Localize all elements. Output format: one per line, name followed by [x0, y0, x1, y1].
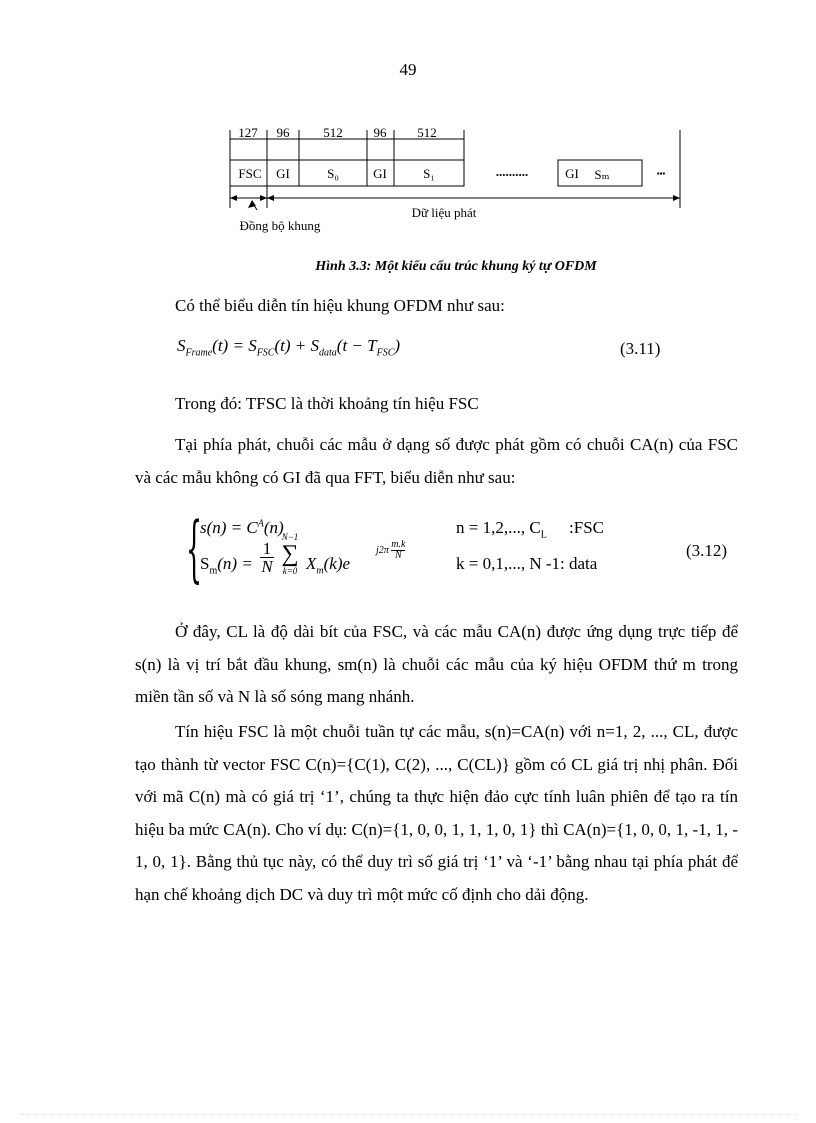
equation-3-12-exponential: $X_m(k)e$	[306, 554, 351, 577]
page-number: 49	[399, 60, 417, 79]
equation-3-12-cond1: n = 1,2,..., $C_L$ :FSC	[456, 518, 605, 541]
gi2-length-label: 96	[373, 126, 387, 140]
equation-3-12-cond2: k = 0,1,..., N -1: data	[456, 554, 598, 573]
fraction: 1 N	[261, 539, 273, 576]
s0-segment: S₀	[327, 166, 339, 181]
equation-3-12	[186, 506, 746, 592]
equation-3-11: $S_{Frame}(t) = S_{FSC}(t) + S_{data}(t - T_{FSC})$	[177, 336, 401, 359]
paragraph-fsc-signal: Tín hiệu FSC là một chuỗi tuần tự các mẫu, s(n)=CA(n) với n=1, 2, ..., CL, được tạo thành từ vector FSC C(n)={C(1), C(2), ..., C(CL)} gồm có CL giá trị nhị phân. Đối với mã C(n) mà có giá trị ‘1’, chúng ta thực hiện đảo cực tính luân phiên để tạo ra tín hiệu ba mức CA(n). Cho ví dụ: C(n)={1, 0, 0, 1, 1, 1, 0, 1} thì CA(n)={1, 0, 0, 1, -1, 1, - 1, 0, 1}. Bằng thủ tục này, có thể duy trì số giá trị ‘1’ và ‘-1’ bằng nhau tại phía phát để hạn chế khoảng dịch DC và duy trì một mức cố định cho dải động.	[135, 722, 738, 904]
equation-number-3-11: (3.11)	[620, 339, 661, 358]
equation-3-12-line1: $s(n) = C^A(n)$	[200, 518, 284, 537]
s0-length-label: 512	[323, 126, 343, 140]
equation-number-3-12: (3.12)	[686, 541, 728, 560]
figure-caption: Hình 3.3: Một kiểu cấu trúc khung ký tự OFDM	[315, 259, 597, 274]
tail-dots: ▪▪▪	[656, 169, 666, 178]
paragraph-explanation: Ở đây, CL là độ dài bít của FSC, và các mẫu CA(n) được ứng dụng trực tiếp để s(n) là vị trí bắt đầu khung, sm(n) là chuỗi các mẫu của ký hiệu OFDM thứ m trong miền tần số và N là số sóng mang nhánh.	[135, 622, 738, 706]
page-bottom-border	[20, 1114, 796, 1115]
summation: N−1 ∑ k=0	[281, 532, 299, 576]
fsc-segment: FSC	[238, 166, 262, 181]
paragraph-samples: Tại phía phát, chuỗi các mẫu ở dạng số được phát gồm có chuỗi CA(n) của FSC và các mẫu không có GI đã qua FFT, biểu diễn như sau:	[135, 435, 738, 487]
gi-length-label: 96	[276, 126, 290, 140]
gi-segment: GI	[276, 166, 290, 181]
exponent: j2π $\frac{m.k}{N}$	[376, 539, 406, 561]
equation-3-12-line2: $S_m(n)$ =	[200, 554, 253, 577]
paragraph-intro: Có thể biểu diễn tín hiệu khung OFDM như sau:	[175, 296, 505, 315]
sync-label: Đồng bộ khung	[239, 218, 321, 233]
paragraph-where: Trong đó: TFSC là thời khoảng tín hiệu FSC	[175, 394, 479, 413]
data-label: Dữ liệu phát	[411, 205, 477, 220]
tail-sm-segment: Sₘ	[594, 167, 610, 182]
fsc-length-label: 127	[238, 126, 258, 140]
s1-segment: S₁	[423, 166, 435, 181]
tail-gi-segment: GI	[565, 166, 579, 181]
brace: {	[186, 506, 203, 590]
gi2-segment: GI	[373, 166, 387, 181]
frame-structure-diagram	[224, 126, 688, 236]
frame-ellipsis: ..........	[495, 164, 529, 179]
s1-length-label: 512	[417, 126, 437, 140]
